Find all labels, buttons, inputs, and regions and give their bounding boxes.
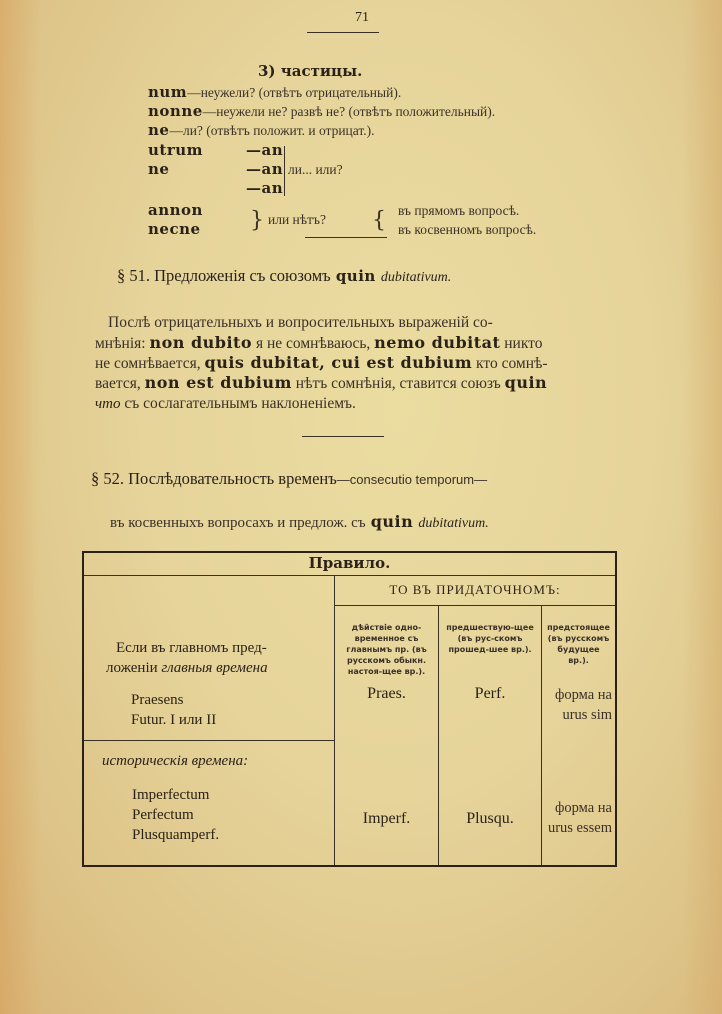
indirect-question: въ косвенномъ вопросѣ. (398, 222, 537, 237)
particles-heading: 3) частицы. (258, 62, 363, 80)
main-clause-cell-1: Если въ главномъ пред- ложеніи главныя времена Praesens Futur. I или II (83, 575, 335, 740)
particle-line-ne: ne—ли? (отвѣтъ положит. и отрицат.). (148, 121, 375, 139)
alt-brace (284, 146, 285, 196)
page-number: 71 (355, 10, 369, 25)
alt-right-an-2: —an (246, 160, 284, 178)
row2-simultaneous: Imperf. (335, 740, 439, 866)
row1-future: форма на urus sim (542, 685, 617, 740)
right-brace-icon: { (372, 208, 386, 233)
particle-line-nonne: nonne—неужели не? развѣ не? (отвѣтъ положительный). (148, 102, 496, 120)
rule-table (82, 551, 617, 867)
particle-line-num: num—неужели? (отвѣтъ отрицательный). (148, 83, 402, 101)
row2-prior: Plusqu. (439, 740, 542, 866)
paper-edge-left (0, 0, 40, 1014)
row1-prior: Perf. (439, 685, 542, 740)
left-brace-icon: } (250, 208, 264, 233)
section-51-para-line-1: Послѣ отрицательныхъ и вопросительныхъ выраженій со- (108, 314, 493, 331)
alt-left-ne: ne (148, 160, 170, 178)
section-51-para-line-5: что съ сослагательнымъ наклоненіемъ. (95, 395, 356, 412)
section-51-title: § 51. Предложенія съ союзомъ quin dubitativum. (117, 266, 452, 285)
section-51-para-line-2: мнѣнія: non dubito я не сомнѣваюсь, nemo dubitat никто (95, 333, 543, 352)
section-divider-1 (305, 237, 387, 238)
or-not: или нѣтъ? (268, 212, 326, 227)
col-header-future: предстоящее (въ русскомъ будущее вр.). (542, 605, 617, 685)
alt-right-an-1: —an (246, 141, 284, 159)
annon-label: annon (148, 201, 203, 219)
table-title-cell: Правило. (83, 552, 616, 575)
main-clause-cell-2: историческія времена: Imperfectum Perfectum Plusquamperf. (83, 740, 335, 866)
alt-left-utrum: utrum (148, 141, 204, 159)
col-header-simultaneous: дѣйствіе одно-временное съ главнымъ пр. (въ русскомъ обыкн. настоя-щее вр.). (335, 605, 439, 685)
row2-future: форма на urus essem (542, 740, 617, 866)
page-number-rule (307, 32, 379, 33)
paper-edge-right (682, 0, 722, 1014)
section-51-para-line-4: вается, non est dubium нѣтъ сомнѣнія, ставится союзъ quin (95, 373, 548, 392)
alt-meaning: ли... или? (288, 162, 343, 177)
section-52-subtitle: въ косвенныхъ вопросахъ и предлож. съ quin dubitativum. (110, 512, 489, 531)
section-51-para-line-3: не сомнѣвается, quis dubitat, cui est dubium кто сомнѣ- (95, 353, 548, 372)
row1-simultaneous: Praes. (335, 685, 439, 740)
necne-label: necne (148, 220, 201, 238)
section-divider-2 (302, 436, 384, 437)
direct-question: въ прямомъ вопросѣ. (398, 203, 520, 218)
alt-right-an-3: —an (246, 179, 284, 197)
section-52-title: § 52. Послѣдовательность временъ—consecutio temporum— (91, 469, 488, 488)
subordinate-header-cell: ТО ВЪ ПРИДАТОЧНОМЪ: (335, 575, 617, 605)
col-header-prior: предшествую-щее (въ рус-скомъ прошед-шее вр.). (439, 605, 542, 685)
